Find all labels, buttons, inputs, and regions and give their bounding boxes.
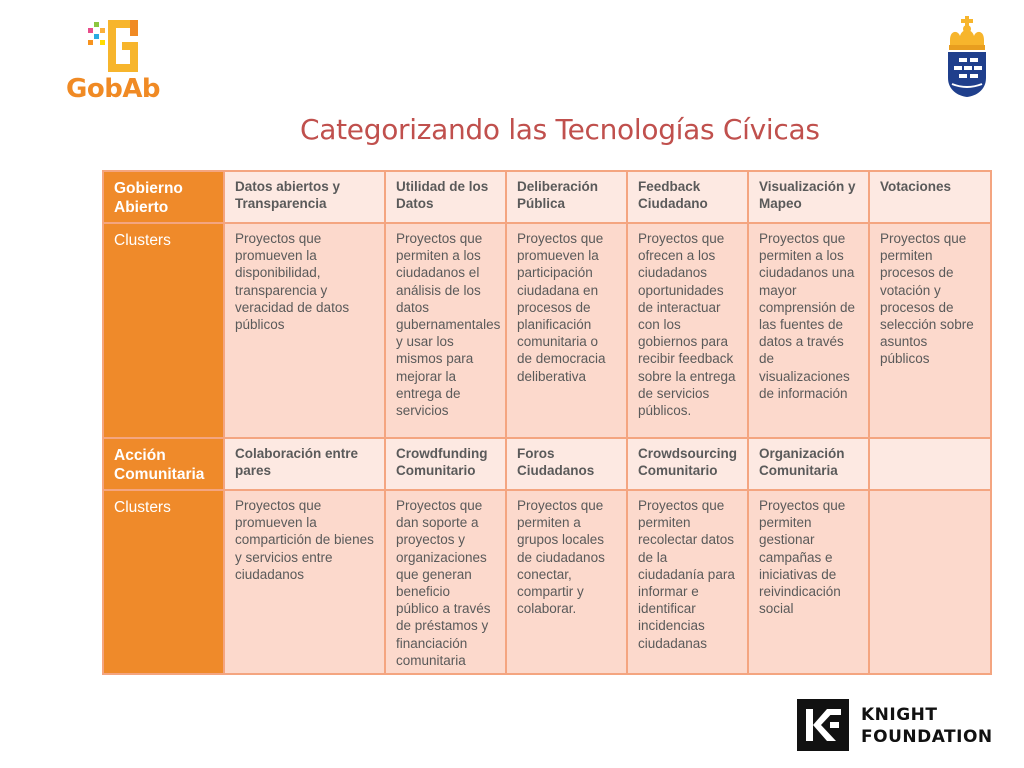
- category-cell: Crowdsourcing Comunitario: [627, 438, 748, 490]
- category-cell: [869, 438, 991, 490]
- knight-foundation-wordmark: [861, 704, 993, 748]
- table-row-accion-comunitaria: [103, 438, 991, 490]
- gobab-g-icon: [86, 18, 146, 78]
- canarias-crest-icon: [944, 16, 990, 98]
- category-cell: Visualización y Mapeo: [748, 171, 869, 223]
- cluster-cell: Proyectos que permiten a los ciudadanos el análisis de los datos gubernamentales y usar los mismos para mejorar la entrega de servicios: [385, 223, 506, 438]
- category-cell: Foros Ciudadanos: [506, 438, 627, 490]
- cluster-cell: Proyectos que permiten gestionar campañas e iniciativas de reivindicación social: [748, 490, 869, 674]
- table-row-clusters: [103, 223, 991, 438]
- category-cell: Utilidad de los Datos: [385, 171, 506, 223]
- category-cell: Colaboración entre pares: [224, 438, 385, 490]
- cluster-cell: Proyectos que dan soporte a proyectos y organizaciones que generan beneficio público a través de préstamos y financiación comunitaria: [385, 490, 506, 674]
- cluster-cell: Proyectos que permiten procesos de votación y procesos de selección sobre asuntos públicos: [869, 223, 991, 438]
- category-cell: Votaciones: [869, 171, 991, 223]
- category-cell: Datos abiertos y Transparencia: [224, 171, 385, 223]
- table-row-clusters: [103, 490, 991, 674]
- cluster-cell: Proyectos que permiten a grupos locales de ciudadanos conectar, compartir y colaborar.: [506, 490, 627, 674]
- gobab-wordmark: GobAb: [66, 74, 161, 104]
- cluster-cell: Proyectos que ofrecen a los ciudadanos oportunidades de interactuar con los gobiernos para recibir feedback sobre la entrega de servicios públicos.: [627, 223, 748, 438]
- category-cell: Feedback Ciudadano: [627, 171, 748, 223]
- row-header: Clusters: [103, 490, 224, 674]
- knight-line: KNIGHT: [861, 705, 938, 725]
- table-row-gobierno-abierto: [103, 171, 991, 223]
- knight-foundation-logo: [797, 699, 997, 751]
- foundation-line: FOUNDATION: [861, 727, 993, 747]
- civic-tech-table: [102, 170, 992, 675]
- kf-icon: [797, 699, 849, 751]
- gobab-logo: [64, 16, 161, 111]
- category-cell: Crowdfunding Comunitario: [385, 438, 506, 490]
- cluster-cell: Proyectos que promueven la participación ciudadana en procesos de planificación comunitaria o de democracia deliberativa: [506, 223, 627, 438]
- cluster-cell: Proyectos que permiten recolectar datos de la ciudadanía para informar e identificar incidencias ciudadanas: [627, 490, 748, 674]
- cluster-cell: Proyectos que permiten a los ciudadanos una mayor comprensión de las fuentes de datos a través de visualizaciones de información: [748, 223, 869, 438]
- row-header: Acción Comunitaria: [103, 438, 224, 490]
- row-header: Clusters: [103, 223, 224, 438]
- category-cell: Deliberación Pública: [506, 171, 627, 223]
- cluster-cell: Proyectos que promueven la compartición de bienes y servicios entre ciudadanos: [224, 490, 385, 674]
- cluster-cell: Proyectos que promueven la disponibilidad, transparencia y veracidad de datos públicos: [224, 223, 385, 438]
- row-header: Gobierno Abierto: [103, 171, 224, 223]
- category-cell: Organización Comunitaria: [748, 438, 869, 490]
- page-title: Categorizando las Tecnologías Cívicas: [300, 113, 820, 146]
- cluster-cell: [869, 490, 991, 674]
